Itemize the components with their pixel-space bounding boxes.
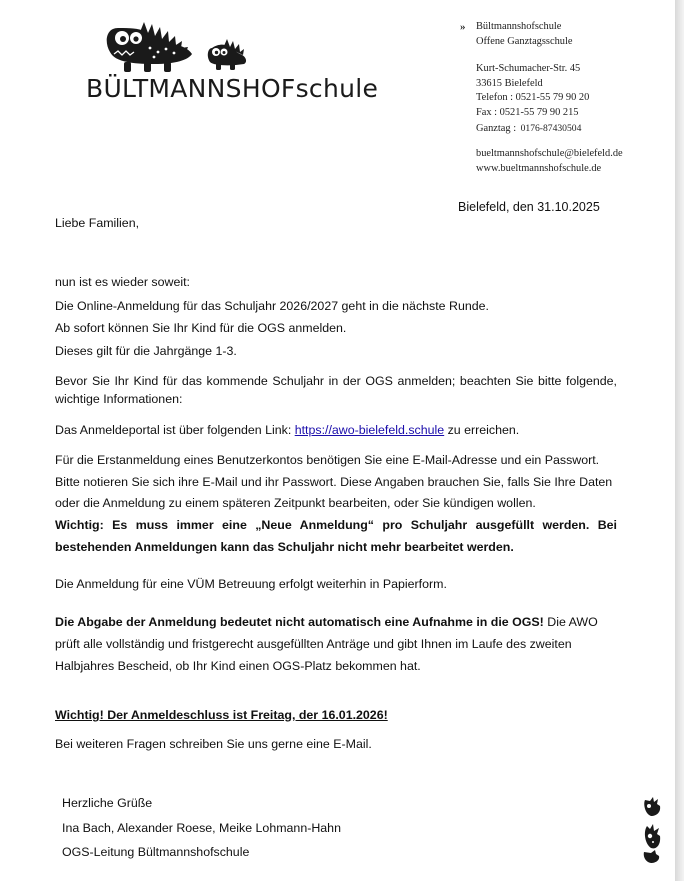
school-name: Bültmannshofschule [476, 21, 562, 32]
monster-mascot-icon [84, 18, 354, 78]
letter-date: Bielefeld, den 31.10.2025 [458, 200, 600, 214]
admission-line-2: prüft alle vollständig und fristgerecht ausgefüllten Anträge und gibt Ihnen im Laufe des zweiten [55, 637, 572, 651]
fax: Fax : 0521-55 79 90 215 [476, 106, 579, 118]
page-edge [675, 0, 684, 881]
phone: Telefon : 0521-55 79 90 20 [476, 92, 590, 104]
questions-line: Bei weiteren Fragen schreiben Sie uns gerne eine E-Mail. [55, 737, 372, 751]
intro-line-2: Die Online-Anmeldung für das Schuljahr 2026/2027 geht in die nächste Runde. [55, 299, 489, 313]
email-address: bueltmannshofschule@bielefeld.de [476, 148, 623, 160]
street: Kurt-Schumacher-Str. 45 [476, 63, 581, 75]
logo-wordmark: BÜLTMANNSHOFschule [86, 74, 379, 103]
intro-line-3: Ab sofort können Sie Ihr Kind für die OGS anmelden. [55, 321, 347, 335]
intro-line-1: nun ist es wieder soweit: [55, 275, 190, 289]
salutation: Liebe Familien, [55, 216, 140, 230]
important-line-1: Wichtig: Es muss immer eine „Neue Anmeldung“ pro Schuljahr ausgefüllt werden. Bei [55, 518, 617, 532]
info-paragraph: Bevor Sie Ihr Kind für das kommende Schuljahr in der OGS anmelden; beachten Sie bitte folgende, wichtige Informationen: [55, 374, 617, 406]
school-logo [84, 18, 379, 108]
admission-line-3: Halbjahres Bescheid, ob Ihr Kind einen OGS-Platz bekommen hat. [55, 659, 421, 673]
account-line-3: oder die Anmeldung zu einem späteren Zeitpunkt bearbeiten, oder Sie kündigen wollen. [55, 496, 536, 510]
city: 33615 Bielefeld [476, 77, 543, 89]
admission-line-1: Die Abgabe der Anmeldung bedeutet nicht automatisch eine Aufnahme in die OGS! Die AWO [55, 615, 598, 629]
intro-line-4: Dieses gilt für die Jahrgänge 1-3. [55, 344, 237, 358]
deadline-notice: Wichtig! Der Anmeldeschluss ist Freitag, der 16.01.2026! [55, 708, 388, 722]
important-line-2: bestehenden Anmeldungen kann das Schuljahr nicht mehr bearbeitet werden. [55, 540, 514, 554]
portal-line: Das Anmeldeportal ist über folgenden Link: https://awo-bielefeld.schule zu erreichen. [55, 423, 520, 437]
signatory-names: Ina Bach, Alexander Roese, Meike Lohmann-Hahn [62, 821, 341, 835]
double-arrow-icon: » [460, 21, 466, 33]
website: www.bueltmannshofschule.de [476, 162, 602, 174]
ganztag-phone: Ganztag : 0176-87430504 [476, 122, 582, 134]
mini-monster-icon [641, 796, 663, 866]
closing: Herzliche Grüße [62, 796, 153, 810]
vuem-line: Die Anmeldung für eine VÜM Betreuung erfolgt weiterhin in Papierform. [55, 577, 447, 591]
signatory-role: OGS-Leitung Bültmannshofschule [62, 845, 250, 859]
school-subtitle: Offene Ganztagsschule [476, 35, 573, 47]
portal-link[interactable]: https://awo-bielefeld.schule [294, 423, 445, 437]
account-line-2: Bitte notieren Sie sich ihre E-Mail und ihr Passwort. Diese Angaben brauchen Sie, falls Sie Ihre Daten [55, 475, 613, 489]
account-line-1: Für die Erstanmeldung eines Benutzerkontos benötigen Sie eine E-Mail-Adresse und ein Passwort. [55, 453, 600, 467]
sender-address [460, 20, 670, 176]
